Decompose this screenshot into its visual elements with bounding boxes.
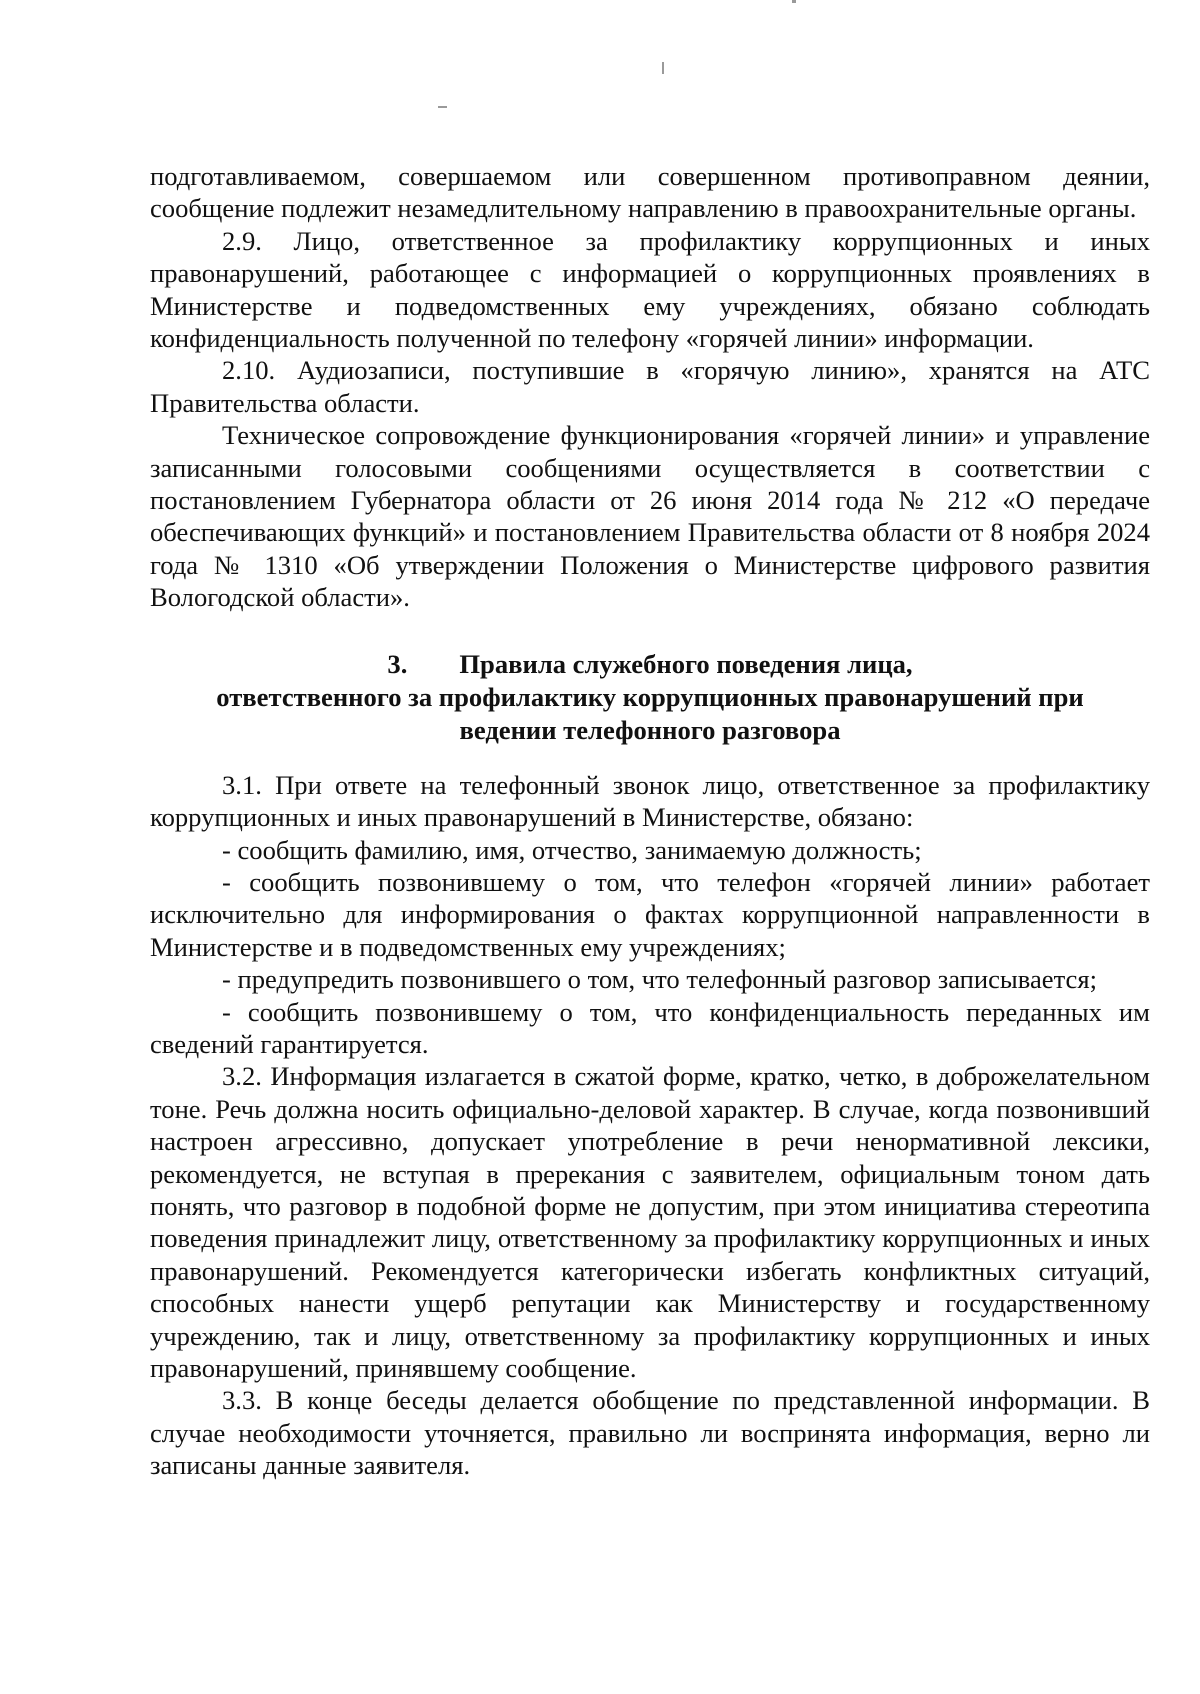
list-item-name-position: - сообщить фамилию, имя, отчество, занимаемую должность; <box>222 834 922 865</box>
section-3-title-part-3: ведении телефонного разговора <box>459 714 841 745</box>
scan-artifact <box>662 62 664 74</box>
paragraph-technical-support: Техническое сопровождение функционирования «горячей линии» и управление записанными голосовыми сообщениями осуществляется в соответствии с постановлением Губернатора области от 26 июня 2014 года № 212 «О передаче обеспечивающих функций» и постановлением Правительства области от 8 ноября 2024 года № 1310 «Об утверждении Положения о Министерстве цифрового развития Вологодской области». <box>150 420 1150 613</box>
section-3-title-part-2: ответственного за профилактику коррупционных правонарушений при <box>216 681 1084 712</box>
document-body <box>150 160 1150 1482</box>
paragraph-continuation: подготавливаемом, совершаемом или совершенном противоправном деянии, сообщение подлежит незамедлительному направлению в правоохранительные органы. <box>150 161 1150 224</box>
scan-artifact <box>792 0 796 3</box>
paragraph-2-9: 2.9. Лицо, ответственное за профилактику коррупционных и иных правонарушений, работающее с информацией о коррупционных проявлениях в Министерстве и подведомственных ему учреждениях, обязано соблюдать конфиденциальность полученной по телефону «горячей линии» информации. <box>150 225 1150 354</box>
section-3-heading-line-1 <box>150 648 1150 681</box>
section-3-heading <box>150 648 1150 747</box>
paragraph-3-1: 3.1. При ответе на телефонный звонок лицо, ответственное за профилактику коррупционных и иных правонарушений в Министерстве, обязано: <box>150 769 1150 833</box>
paragraph-2-10: 2.10. Аудиозаписи, поступившие в «горячую линию», хранятся на АТС Правительства области. <box>150 355 1150 418</box>
paragraph-3-2: 3.2. Информация излагается в сжатой форме, кратко, четко, в доброжелательном тоне. Речь должна носить официально-деловой характер. В случае, когда позвонивший настроен агрессивно, допускает употребление в речи ненормативной лексики, рекомендуется, не вступая в пререкания с заявителем, официальным тоном дать понять, что разговор в подобной форме не допустим, при этом инициатива стереотипа поведения принадлежит лицу, ответственному за профилактику коррупционных и иных правонарушений. Рекомендуется категорически избегать конфликтных ситуаций, способных нанести ущерб репутации как Министерству и государственному учреждению, так и лицу, ответственному за профилактику коррупционных и иных правонарушений, принявшему сообщение. <box>150 1061 1150 1383</box>
list-item-hotline-purpose: - сообщить позвонившему о том, что телефон «горячей линии» работает исключительно для информирования о фактах коррупционной направленности в Министерстве и в подведомственных ему учреждениях; <box>150 866 1150 962</box>
scan-artifact <box>438 106 447 108</box>
list-item-recording-warning: - предупредить позвонившего о том, что телефонный разговор записывается; <box>222 964 1097 995</box>
paragraph-3-3: 3.3. В конце беседы делается обобщение по представленной информации. В случае необходимости уточняется, правильно ли воспринята информация, верно ли записаны данные заявителя. <box>150 1385 1150 1481</box>
section-3-title-part-1: Правила служебного поведения лица, <box>459 648 913 679</box>
list-item-confidentiality: - сообщить позвонившему о том, что конфиденциальность переданных им сведений гарантируется. <box>150 996 1150 1059</box>
section-3-number: 3. <box>387 648 408 679</box>
